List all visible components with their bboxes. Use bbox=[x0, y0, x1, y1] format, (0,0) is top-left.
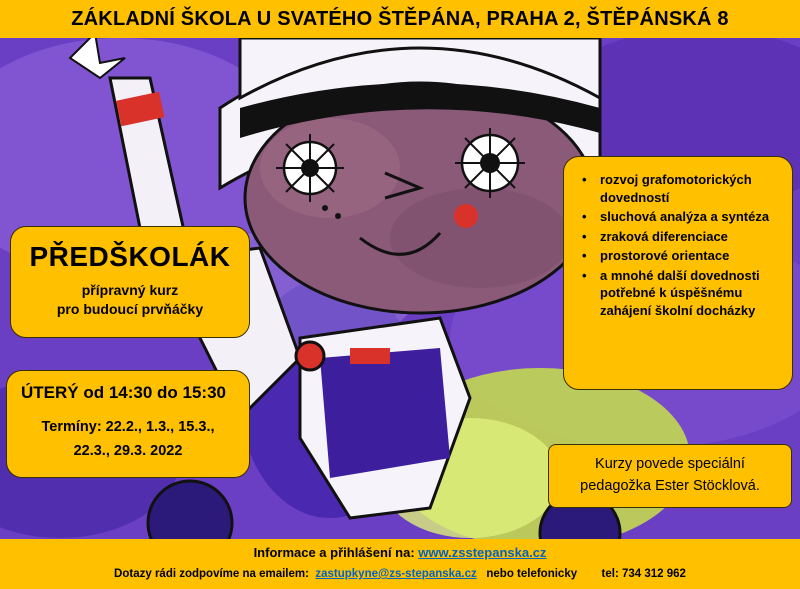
skill-item: • sluchová analýza a syntéza bbox=[600, 208, 782, 226]
schedule-dates-line1: Termíny: 22.2., 1.3., 15.3., bbox=[41, 419, 215, 435]
schedule-dates-line2: 22.3., 29.3. 2022 bbox=[73, 443, 183, 459]
email-label: Dotazy rádi zodpovíme na emailem: bbox=[114, 568, 309, 580]
schedule-dates bbox=[21, 415, 235, 463]
course-subtitle-line1: přípravný kurz bbox=[81, 282, 179, 298]
skill-item: • rozvoj grafomotorických dovedností bbox=[600, 171, 782, 206]
phone-label: nebo telefonicky bbox=[486, 568, 578, 580]
phone-number: tel: 734 312 962 bbox=[601, 568, 686, 580]
skills-list bbox=[578, 171, 782, 319]
skill-item: • prostorové orientace bbox=[600, 247, 782, 265]
course-subtitle-line2: pro budoucí prvňáčky bbox=[56, 301, 204, 317]
course-title-box bbox=[10, 226, 250, 338]
teacher-box bbox=[548, 444, 792, 508]
schedule-day-time: ÚTERÝ od 14:30 do 15:30 bbox=[21, 383, 227, 402]
email-link[interactable]: zastupkyne@zs-stepanska.cz bbox=[315, 568, 477, 580]
info-label: Informace a přihlášení na: bbox=[253, 545, 415, 560]
skill-item: • zraková diferenciace bbox=[600, 228, 782, 246]
teacher-line2: pedagožka Ester Stöcklová. bbox=[580, 478, 760, 494]
skill-item: • a mnohé další dovednosti potřebné k úspěšnému zahájení školní docházky bbox=[600, 267, 782, 320]
teacher-line1: Kurzy povede speciální bbox=[595, 456, 745, 472]
footer-bar bbox=[0, 539, 800, 589]
skills-box bbox=[563, 156, 793, 390]
website-link[interactable]: www.zsstepanska.cz bbox=[418, 545, 547, 560]
footer-contact-line bbox=[0, 568, 800, 580]
header-bar bbox=[0, 0, 800, 38]
footer-info-line bbox=[0, 545, 800, 560]
course-name: PŘEDŠKOLÁK bbox=[29, 241, 231, 272]
schedule-box bbox=[6, 370, 250, 478]
school-title: ZÁKLADNÍ ŠKOLA U SVATÉHO ŠTĚPÁNA, PRAHA 2, ŠTĚPÁNSKÁ 8 bbox=[71, 7, 729, 30]
